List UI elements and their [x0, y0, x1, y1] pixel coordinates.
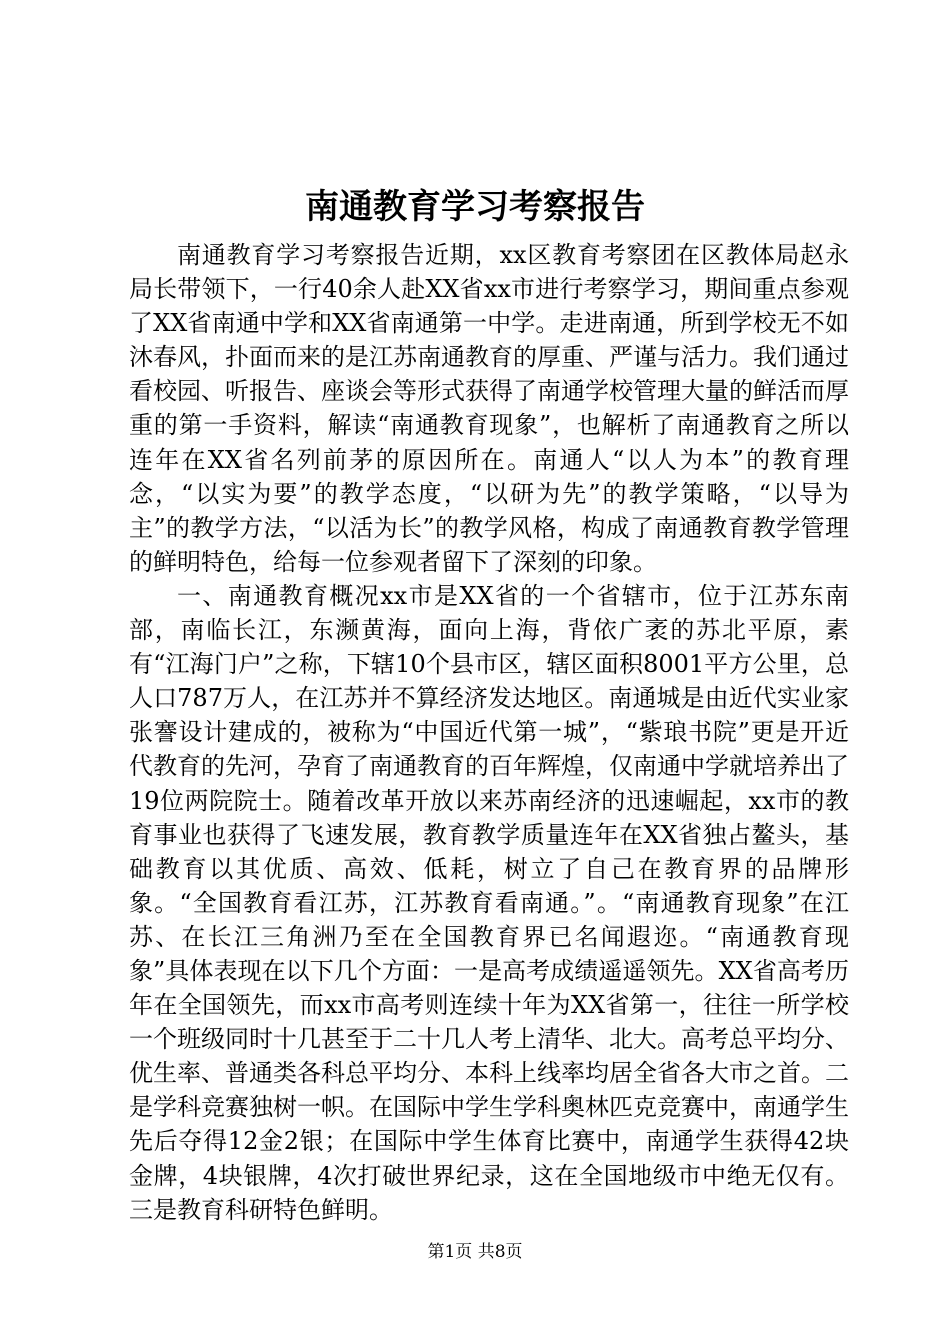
- paragraph-overview: 一、南通教育概况xx市是XX省的一个省辖市，位于江苏东南部，南临长江，东濒黄海，面向上海，背依广袤的苏北平原，素有“江海门户”之称，下辖10个县市区，辖区面积8001平方公里，总人口787万人，在江苏并不算经济发达地区。南通城是由近代实业家张謇设计建成的，被称为“中国近代第一城”，“紫琅书院”更是开近代教育的先河，孕育了南通教育的百年辉煌，仅南通中学就培养出了19位两院院士。随着改革开放以来苏南经济的迅速崛起，xx市的教育事业也获得了飞速发展，教育教学质量连年在XX省独占鳌头，基础教育以其优质、高效、低耗，树立了自己在教育界的品牌形象。“全国教育看江苏，江苏教育看南通。”。“南通教育现象”在江苏、在长江三角洲乃至在全国教育界已名闻遐迩。“南通教育现象”具体表现在以下几个方面：一是高考成绩遥遥领先。XX省高考历年在全国领先，而xx市高考则连续十年为XX省第一，往往一所学校一个班级同时十几甚至于二十几人考上清华、北大。高考总平均分、优生率、普通类各科总平均分、本科上线率均居全省各大市之首。二是学科竞赛独树一帜。在国际中学生学科奥林匹克竞赛中，南通学生先后夺得12金2银；在国际中学生体育比赛中，南通学生获得42块金牌，4块银牌，4次打破世界纪录，这在全国地级市中绝无仅有。三是教育科研特色鲜明。: [129, 581, 849, 1224]
- page-number-footer: 第1页 共8页: [427, 1242, 523, 1262]
- page-title: 南通教育学习考察报告: [305, 187, 645, 227]
- document-body: [129, 238, 849, 1227]
- paragraph-intro: 南通教育学习考察报告近期，xx区教育考察团在区教体局赵永局长带领下，一行40余人赴XX省xx市进行考察学习，期间重点参观了XX省南通中学和XX省南通第一中学。走进南通，所到学校无不如沐春风，扑面而来的是江苏南通教育的厚重、严谨与活力。我们通过看校园、听报告、座谈会等形式获得了南通学校管理大量的鲜活而厚重的第一手资料，解读“南通教育现象”，也解析了南通教育之所以连年在XX省名列前茅的原因所在。南通人“以人为本”的教育理念，“以实为要”的教学态度，“以研为先”的教学策略，“以导为主”的教学方法，“以活为长”的教学风格，构成了南通教育教学管理的鲜明特色，给每一位参观者留下了深刻的印象。: [129, 241, 849, 576]
